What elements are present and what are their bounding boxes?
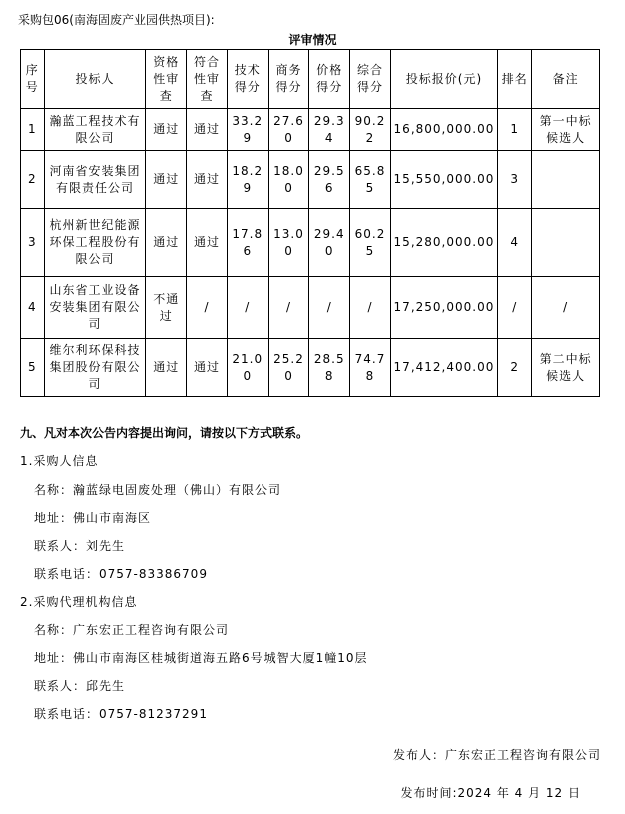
table-cell: [532, 151, 600, 209]
table-cell: 第一中标候选人: [532, 109, 600, 151]
table-cell: 通过: [146, 151, 187, 209]
table-cell: 17,412,400.00: [390, 339, 497, 397]
table-title: 评审情况: [288, 33, 337, 47]
header-cell: 综合得分: [350, 50, 391, 109]
table-cell: /: [227, 277, 268, 339]
table-cell: 74.78: [350, 339, 391, 397]
table-cell: 5: [21, 339, 45, 397]
table-cell: [532, 209, 600, 277]
agency-heading: 2.采购代理机构信息: [20, 595, 138, 609]
table-cell: 17.86: [227, 209, 268, 277]
table-cell: 2: [498, 339, 532, 397]
table-header-row: [21, 50, 600, 109]
table-cell: 4: [21, 277, 45, 339]
header-cell: 序号: [21, 50, 45, 109]
table-cell: 29.56: [309, 151, 350, 209]
table-cell: 27.60: [268, 109, 309, 151]
agency-name: 名称：广东宏正工程咨询有限公司: [34, 623, 230, 637]
table-row: [21, 277, 600, 339]
table-cell: 3: [498, 151, 532, 209]
table-cell: 33.29: [227, 109, 268, 151]
header-cell: 符合性审查: [187, 50, 228, 109]
table-cell: 4: [498, 209, 532, 277]
table-cell: 18.29: [227, 151, 268, 209]
header-cell: 排名: [498, 50, 532, 109]
header-cell: 备注: [532, 50, 600, 109]
table-cell: 65.85: [350, 151, 391, 209]
table-cell: 60.25: [350, 209, 391, 277]
table-cell: 3: [21, 209, 45, 277]
table-cell: 通过: [146, 339, 187, 397]
table-cell: /: [187, 277, 228, 339]
table-cell: 2: [21, 151, 45, 209]
purchaser-contact: 联系人：刘先生: [34, 539, 126, 553]
purchaser-heading: 1.采购人信息: [20, 454, 99, 468]
purchaser-name: 名称：瀚蓝绿电固废处理（佛山）有限公司: [34, 483, 282, 497]
table-cell: 第二中标候选人: [532, 339, 600, 397]
publisher: 发布人：广东宏正工程咨询有限公司: [392, 748, 601, 762]
table-cell: 18.00: [268, 151, 309, 209]
table-cell: /: [268, 277, 309, 339]
table-cell: 瀚蓝工程技术有限公司: [44, 109, 146, 151]
table-cell: 通过: [187, 109, 228, 151]
table-cell: 16,800,000.00: [390, 109, 497, 151]
table-cell: 通过: [187, 339, 228, 397]
table-cell: 不通过: [146, 277, 187, 339]
table-cell: 21.00: [227, 339, 268, 397]
purchaser-address: 地址：佛山市南海区: [34, 511, 152, 525]
table-cell: 通过: [187, 209, 228, 277]
evaluation-table: [20, 49, 600, 397]
table-cell: 15,280,000.00: [390, 209, 497, 277]
table-cell: 通过: [146, 109, 187, 151]
table-cell: 13.00: [268, 209, 309, 277]
table-cell: 17,250,000.00: [390, 277, 497, 339]
table-cell: 通过: [146, 209, 187, 277]
table-cell: 河南省安装集团有限责任公司: [44, 151, 146, 209]
header-cell: 价格得分: [309, 50, 350, 109]
agency-phone: 联系电话：0757-81237291: [34, 707, 208, 721]
table-cell: 维尔利环保科技集团股份有限公司: [44, 339, 146, 397]
table-cell: 90.22: [350, 109, 391, 151]
table-cell: 1: [21, 109, 45, 151]
header-cell: 投标报价(元): [390, 50, 497, 109]
header-cell: 资格性审查: [146, 50, 187, 109]
lot-title: 采购包06(南海固废产业园供热项目):: [18, 13, 215, 27]
table-cell: 杭州新世纪能源环保工程股份有限公司: [44, 209, 146, 277]
purchaser-phone: 联系电话：0757-83386709: [34, 567, 208, 581]
table-row: [21, 209, 600, 277]
agency-contact: 联系人：邱先生: [34, 679, 126, 693]
table-cell: 通过: [187, 151, 228, 209]
header-cell: 技术得分: [227, 50, 268, 109]
table-cell: 山东省工业设备安装集团有限公司: [44, 277, 146, 339]
table-cell: 28.58: [309, 339, 350, 397]
table-row: [21, 339, 600, 397]
table-row: [21, 109, 600, 151]
table-cell: 1: [498, 109, 532, 151]
header-cell: 投标人: [44, 50, 146, 109]
table-cell: /: [532, 277, 600, 339]
agency-address: 地址：佛山市南海区桂城街道海五路6号城智大厦1幢10层: [34, 651, 368, 665]
table-cell: /: [498, 277, 532, 339]
table-cell: 29.40: [309, 209, 350, 277]
table-cell: /: [350, 277, 391, 339]
table-row: [21, 151, 600, 209]
table-cell: 25.20: [268, 339, 309, 397]
section-nine-title: 九、凡对本次公告内容提出询问，请按以下方式联系。: [20, 426, 309, 440]
header-cell: 商务得分: [268, 50, 309, 109]
publish-date: 发布时间:2024 年 4 月 12 日: [400, 786, 581, 800]
table-cell: 29.34: [309, 109, 350, 151]
table-cell: /: [309, 277, 350, 339]
table-cell: 15,550,000.00: [390, 151, 497, 209]
